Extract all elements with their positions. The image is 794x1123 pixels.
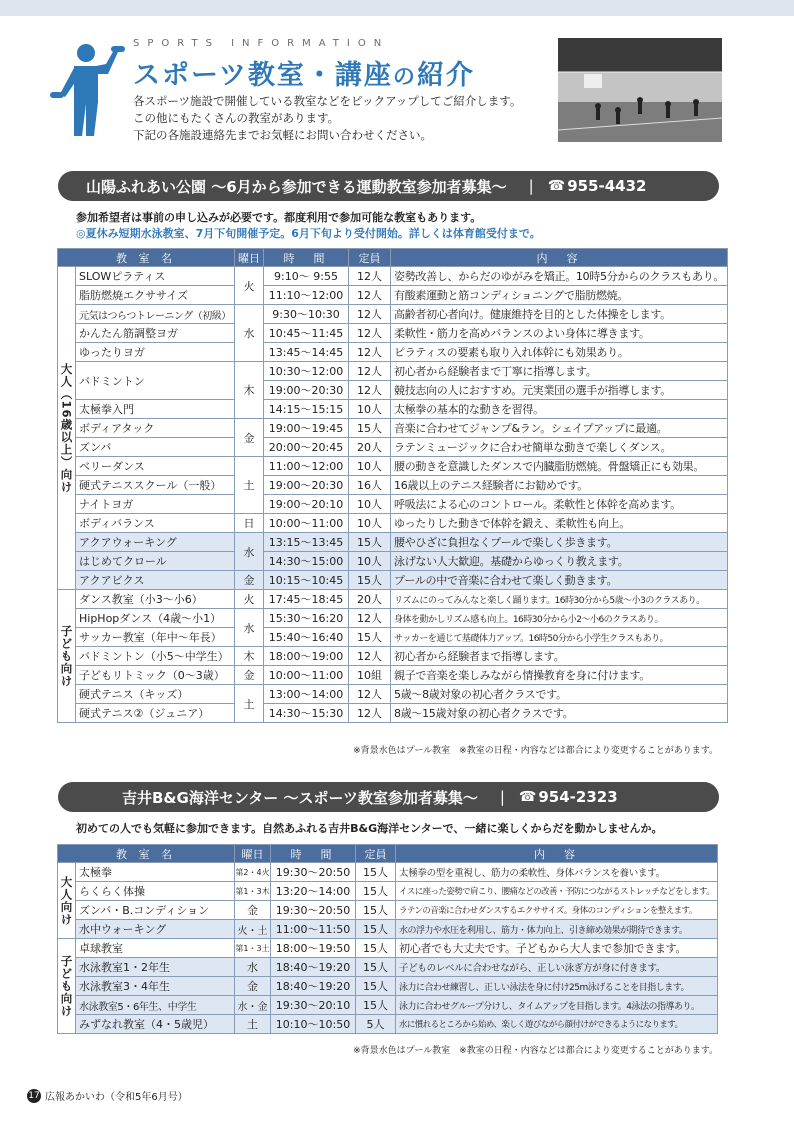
- header-content: 内 容: [396, 845, 718, 863]
- class-time: 10:10～10:50: [271, 1015, 356, 1034]
- class-description: 親子で音楽を楽しみながら情操教育を身に付けます。: [391, 666, 728, 685]
- class-day: 金: [235, 901, 271, 920]
- header-name: 教 室 名: [58, 845, 235, 863]
- header-name: 教 室 名: [58, 249, 235, 267]
- class-description: 姿勢改善し、からだのゆがみを矯正。10時5分からのクラスもあり。: [391, 267, 728, 286]
- class-time: 14:30～15:00: [264, 552, 349, 571]
- class-day: 水: [235, 533, 264, 571]
- intro-line: この他にもたくさんの教室があります。: [133, 111, 340, 125]
- section1-summer-note: ◎夏休み短期水泳教室、7月下旬開催予定。6月下旬より受付開始。詳しくは体育館受付まで。: [76, 227, 541, 240]
- class-name: 元気はつらつトレーニング（初級）: [76, 305, 235, 324]
- class-name: SLOWピラティス: [76, 267, 235, 286]
- table-row: [58, 324, 728, 343]
- class-capacity: 20人: [349, 590, 391, 609]
- page-title: [133, 53, 475, 92]
- table-row: [58, 666, 728, 685]
- class-time: 18:40～19:20: [271, 958, 356, 977]
- class-description: 初心者でも大丈夫です。子どもから大人まで参加できます。: [396, 939, 718, 958]
- class-capacity: 12人: [349, 362, 391, 381]
- class-time: 19:30～20:50: [271, 863, 356, 882]
- class-capacity: 15人: [356, 920, 396, 939]
- class-day: 木: [235, 362, 264, 419]
- class-name: バドミントン: [76, 362, 235, 400]
- class-capacity: 12人: [349, 324, 391, 343]
- class-time: 13:15～13:45: [264, 533, 349, 552]
- sports-information-label: SPORTS INFORMATION: [133, 38, 390, 49]
- header-day: 曜日: [235, 845, 271, 863]
- class-time: 19:00～20:30: [264, 476, 349, 495]
- section1-title: 山陽ふれあい公園 ～6月から参加できる運動教室参加者募集～: [86, 177, 507, 196]
- class-time: 10:30～12:00: [264, 362, 349, 381]
- table-row: [58, 863, 718, 882]
- class-name: ズンバ・B.コンディション: [76, 901, 235, 920]
- class-description: イスに座った姿勢で肩こり、腰痛などの改善・予防につながるストレッチなどをします。: [396, 882, 718, 901]
- class-capacity: 12人: [349, 381, 391, 400]
- header-time: 時 間: [264, 249, 349, 267]
- class-day: 火: [235, 267, 264, 305]
- class-name: 太極拳: [76, 863, 235, 882]
- group-adult: 大人（16歳以上）向け: [58, 267, 76, 590]
- intro-line: 各スポーツ施設で開催している教室などをピックアップしてご紹介します。: [133, 94, 522, 108]
- class-capacity: 10人: [349, 495, 391, 514]
- class-time: 19:30～20:10: [271, 996, 356, 1015]
- class-time: 9:10～ 9:55: [264, 267, 349, 286]
- class-description: 身体を動かしリズム感も向上。16時30分から小2～小6のクラスあり。: [391, 609, 728, 628]
- table-row: [58, 647, 728, 666]
- class-description: 泳力に合わせ練習し、正しい泳法を身に付け25m泳げることを目指します。: [396, 977, 718, 996]
- header-content: 内 容: [391, 249, 728, 267]
- section2-banner: [58, 782, 719, 812]
- class-day: 水・金: [235, 996, 271, 1015]
- class-name: かんたん筋調整ヨガ: [76, 324, 235, 343]
- class-time: 18:00～19:00: [264, 647, 349, 666]
- class-time: 15:30～16:20: [264, 609, 349, 628]
- class-description: 水に慣れるところから始め、楽しく遊びながら顔付けができるようになります。: [396, 1015, 718, 1034]
- class-name: みずなれ教室（4・5歳児）: [76, 1015, 235, 1034]
- class-time: 17:45～18:45: [264, 590, 349, 609]
- class-time: 11:00～11:50: [271, 920, 356, 939]
- separator: |: [528, 177, 534, 195]
- class-capacity: 5人: [356, 1015, 396, 1034]
- class-name: 水中ウォーキング: [76, 920, 235, 939]
- class-time: 13:20～14:00: [271, 882, 356, 901]
- table-row: [58, 704, 728, 723]
- table-row-pool: [58, 996, 718, 1015]
- class-description: 8歳～15歳対象の初心者クラスです。: [391, 704, 728, 723]
- class-capacity: 16人: [349, 476, 391, 495]
- class-name: アクアビクス: [76, 571, 235, 590]
- class-name: ボディバランス: [76, 514, 235, 533]
- group-child: 子ども向け: [58, 590, 76, 723]
- class-capacity: 12人: [349, 704, 391, 723]
- table-row: [58, 286, 728, 305]
- table-row: [58, 685, 728, 704]
- table-row: [58, 438, 728, 457]
- section1-banner: [58, 171, 719, 201]
- separator: |: [499, 788, 505, 806]
- class-day: 金: [235, 977, 271, 996]
- section1-schedule-table: [57, 248, 728, 723]
- class-time: 14:30～15:30: [264, 704, 349, 723]
- class-day: 日: [235, 514, 264, 533]
- class-name: アクアウォーキング: [76, 533, 235, 552]
- class-name: 水泳教室1・2年生: [76, 958, 235, 977]
- class-description: サッカーを通じて基礎体力アップ。16時50分から小学生クラスもあり。: [391, 628, 728, 647]
- section2-title: 吉井B&G海洋センター ～スポーツ教室参加者募集～: [122, 788, 478, 807]
- class-capacity: 12人: [349, 305, 391, 324]
- table-row: [58, 495, 728, 514]
- class-description: 泳げない人大歓迎。基礎からゆっくり教えます。: [391, 552, 728, 571]
- class-description: 泳力に合わせグループ分けし、タイムアップを目指します。4泳法の指導あり。: [396, 996, 718, 1015]
- class-name: 水泳教室5・6年生、中学生: [76, 996, 235, 1015]
- class-day: 第2・4火: [235, 863, 271, 882]
- class-description: ピラティスの要素も取り入れ体幹にも効果あり。: [391, 343, 728, 362]
- class-name: ダンス教室（小3～小6）: [76, 590, 235, 609]
- class-time: 19:00～19:45: [264, 419, 349, 438]
- class-description: 呼吸法による心のコントロール。柔軟性と体幹を高めます。: [391, 495, 728, 514]
- class-description: 高齢者初心者向け。健康維持を目的とした体操をします。: [391, 305, 728, 324]
- section1-note: 参加希望者は事前の申し込みが必要です。都度利用で参加可能な教室もあります。: [76, 211, 482, 224]
- class-capacity: 20人: [349, 438, 391, 457]
- class-day: 火・土: [235, 920, 271, 939]
- group-adult: 大人向け: [58, 863, 76, 939]
- table-row: [58, 609, 728, 628]
- title-main: スポーツ教室・講座: [133, 60, 393, 91]
- table-row: [58, 343, 728, 362]
- table-row-pool: [58, 533, 728, 552]
- class-capacity: 12人: [349, 267, 391, 286]
- publication-name: 広報あかいわ（令和5年6月号）: [45, 1092, 188, 1103]
- class-capacity: 10人: [349, 400, 391, 419]
- group-child: 子ども向け: [58, 939, 76, 1034]
- class-time: 19:30～20:50: [271, 901, 356, 920]
- header-capacity: 定員: [356, 845, 396, 863]
- class-capacity: 15人: [356, 863, 396, 882]
- table-row: [58, 476, 728, 495]
- class-name: ズンバ: [76, 438, 235, 457]
- class-description: 太極拳の基本的な動きを習得。: [391, 400, 728, 419]
- table-row-pool: [58, 552, 728, 571]
- class-day: 金: [235, 419, 264, 457]
- class-capacity: 10組: [349, 666, 391, 685]
- class-description: 競技志向の人におすすめ。元実業団の選手が指導します。: [391, 381, 728, 400]
- class-day: 土: [235, 685, 264, 723]
- class-capacity: 10人: [349, 457, 391, 476]
- class-capacity: 15人: [349, 533, 391, 552]
- phone-icon: ☎: [547, 178, 566, 194]
- table-header-row: [58, 845, 718, 863]
- table-row: [58, 590, 728, 609]
- class-day: 火: [235, 590, 264, 609]
- class-time: 19:00～20:10: [264, 495, 349, 514]
- class-time: 19:00～20:30: [264, 381, 349, 400]
- section2-footnote: ※背景水色はプール教室 ※教室の日程・内容などは都合により変更することがあります。: [353, 1046, 718, 1056]
- class-description: 初心者から経験者まで指導します。: [391, 647, 728, 666]
- class-capacity: 15人: [356, 996, 396, 1015]
- class-capacity: 10人: [349, 514, 391, 533]
- class-time: 10:00～11:00: [264, 514, 349, 533]
- class-time: 11:10～12:00: [264, 286, 349, 305]
- class-day: 水: [235, 958, 271, 977]
- class-name: はじめてクロール: [76, 552, 235, 571]
- title-end: 紹介: [416, 60, 475, 91]
- table-row-pool: [58, 920, 718, 939]
- class-name: らくらく体操: [76, 882, 235, 901]
- title-no: の: [392, 65, 417, 90]
- class-name: バドミントン（小5～中学生）: [76, 647, 235, 666]
- table-row-pool: [58, 571, 728, 590]
- class-capacity: 12人: [349, 647, 391, 666]
- class-name: ゆったりヨガ: [76, 343, 235, 362]
- class-description: 16歳以上のテニス経験者にお勧めです。: [391, 476, 728, 495]
- class-time: 10:15～10:45: [264, 571, 349, 590]
- page-number: 17: [28, 1090, 40, 1101]
- class-description: ラテンの音楽に合わせダンスするエクササイズ。身体のコンディションを整えます。: [396, 901, 718, 920]
- class-time: 15:40～16:40: [264, 628, 349, 647]
- class-name: 水泳教室3・4年生: [76, 977, 235, 996]
- class-name: 脂肪燃焼エクササイズ: [76, 286, 235, 305]
- class-time: 10:00～11:00: [264, 666, 349, 685]
- table-row: [58, 939, 718, 958]
- table-header-row: [58, 249, 728, 267]
- header-day: 曜日: [235, 249, 264, 267]
- intro-line: 下記の各施設連絡先までお気軽にお問い合わせください。: [133, 128, 432, 142]
- class-name: 子どもリトミック（0～3歳）: [76, 666, 235, 685]
- class-time: 14:15～15:15: [264, 400, 349, 419]
- table-row-pool: [58, 977, 718, 996]
- header-capacity: 定員: [349, 249, 391, 267]
- section1-footnote: ※背景水色はプール教室 ※教室の日程・内容などは都合により変更することがあります。: [353, 746, 718, 756]
- table-row: [58, 362, 728, 381]
- class-time: 13:00～14:00: [264, 685, 349, 704]
- class-name: HipHopダンス（4歳～小1）: [76, 609, 235, 628]
- class-day: 水: [235, 305, 264, 362]
- section2-note: 初めての人でも気軽に参加できます。自然あふれる吉井B&G海洋センターで、一緒に楽しくからだを動かしませんか。: [76, 822, 663, 835]
- class-day: 水: [235, 609, 264, 647]
- table-row: [58, 457, 728, 476]
- class-description: 水の浮力や水圧を利用し、筋力・体力向上、引き締め効果が期待できます。: [396, 920, 718, 939]
- class-name: ナイトヨガ: [76, 495, 235, 514]
- class-capacity: 15人: [356, 882, 396, 901]
- sports-figure-icon: [48, 40, 128, 138]
- section1-tel: 955-4432: [567, 177, 647, 195]
- gym-photo: [558, 38, 722, 142]
- class-day: 土: [235, 457, 264, 514]
- class-name: ボディアタック: [76, 419, 235, 438]
- table-row: [58, 882, 718, 901]
- class-name: 太極拳入門: [76, 400, 235, 419]
- class-name: ベリーダンス: [76, 457, 235, 476]
- class-capacity: 12人: [349, 609, 391, 628]
- table-row: [58, 901, 718, 920]
- class-time: 13:45～14:45: [264, 343, 349, 362]
- class-day: 木: [235, 647, 264, 666]
- header-time: 時 間: [271, 845, 356, 863]
- class-description: 有酸素運動と筋コンディショニングで脂肪燃焼。: [391, 286, 728, 305]
- top-bar: [0, 0, 794, 16]
- table-row-pool: [58, 958, 718, 977]
- class-description: 腰の動きを意識したダンスで内臓脂肪燃焼。骨盤矯正にも効果。: [391, 457, 728, 476]
- class-day: 金: [235, 571, 264, 590]
- class-description: 音楽に合わせてジャンプ&ラン。シェイプアップに最適。: [391, 419, 728, 438]
- class-capacity: 15人: [349, 419, 391, 438]
- class-capacity: 12人: [349, 343, 391, 362]
- class-description: ラテンミュージックに合わせ簡単な動きで楽しくダンス。: [391, 438, 728, 457]
- table-row: [58, 267, 728, 286]
- class-description: 太極拳の型を重視し、筋力の柔軟性、身体バランスを養います。: [396, 863, 718, 882]
- table-row: [58, 514, 728, 533]
- intro-text: [133, 93, 521, 144]
- class-capacity: 15人: [356, 901, 396, 920]
- class-description: 腰やひざに負担なくプールで楽しく歩きます。: [391, 533, 728, 552]
- class-description: プールの中で音楽に合わせて楽しく動きます。: [391, 571, 728, 590]
- class-name: 硬式テニススクール（一般）: [76, 476, 235, 495]
- class-capacity: 15人: [356, 939, 396, 958]
- class-name: 卓球教室: [76, 939, 235, 958]
- class-time: 9:30～10:30: [264, 305, 349, 324]
- class-capacity: 12人: [349, 685, 391, 704]
- class-capacity: 12人: [349, 286, 391, 305]
- class-time: 20:00～20:45: [264, 438, 349, 457]
- class-capacity: 15人: [349, 628, 391, 647]
- table-row: [58, 419, 728, 438]
- class-description: 初心者から経験者まで丁寧に指導します。: [391, 362, 728, 381]
- class-description: 柔軟性・筋力を高めバランスのよい身体に導きます。: [391, 324, 728, 343]
- class-name: 硬式テニス②（ジュニア）: [76, 704, 235, 723]
- class-description: リズムにのってみんなと楽しく踊ります。16時30分から5歳～小3のクラスあり。: [391, 590, 728, 609]
- table-row: [58, 628, 728, 647]
- class-day: 土: [235, 1015, 271, 1034]
- class-description: ゆったりした動きで体幹を鍛え、柔軟性も向上。: [391, 514, 728, 533]
- class-capacity: 15人: [356, 958, 396, 977]
- class-time: 18:00～19:50: [271, 939, 356, 958]
- class-day: 金: [235, 666, 264, 685]
- page-footer: [27, 1088, 188, 1103]
- class-capacity: 15人: [356, 977, 396, 996]
- table-row-pool: [58, 1015, 718, 1034]
- class-name: 硬式テニス（キッズ）: [76, 685, 235, 704]
- class-name: サッカー教室（年中～年長）: [76, 628, 235, 647]
- table-row: [58, 305, 728, 324]
- phone-icon: ☎: [518, 789, 537, 805]
- class-time: 11:00～12:00: [264, 457, 349, 476]
- table-row: [58, 400, 728, 419]
- class-day: 第1・3土: [235, 939, 271, 958]
- class-capacity: 10人: [349, 552, 391, 571]
- section2-tel: 954-2323: [538, 788, 618, 806]
- class-description: 5歳～8歳対象の初心者クラスです。: [391, 685, 728, 704]
- class-description: 子どものレベルに合わせながら、正しい泳ぎ方が身に付きます。: [396, 958, 718, 977]
- class-day: 第1・3木: [235, 882, 271, 901]
- class-capacity: 15人: [349, 571, 391, 590]
- class-time: 10:45～11:45: [264, 324, 349, 343]
- class-time: 18:40～19:20: [271, 977, 356, 996]
- section2-schedule-table: [57, 844, 718, 1034]
